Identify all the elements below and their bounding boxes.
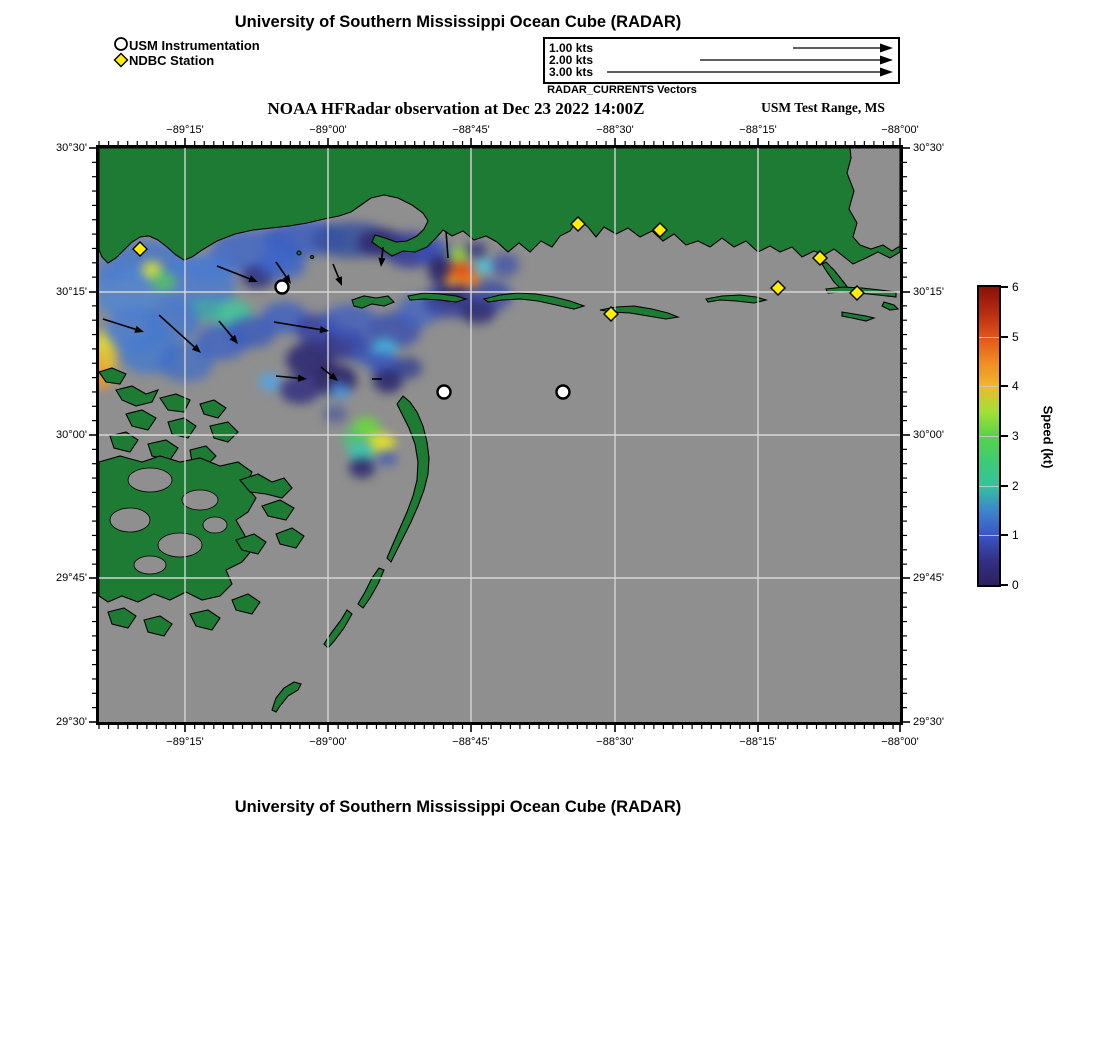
speed-blob [186,254,234,282]
footer-title: University of Southern Mississippi Ocean Cube (RADAR) [234,798,682,816]
speed-blob [349,458,375,478]
observation-subtitle: NOAA HFRadar observation at Dec 23 2022 14:00Z [267,99,645,118]
speed-blob [475,259,493,273]
vector-scale-box [543,37,900,84]
axis-tick-label: 30°30' [56,142,87,154]
axis-tick-label: −89°00' [309,736,347,748]
axis-tick-label: 30°15' [56,286,87,298]
vector-scale-row2-label: 2.00 kts [549,53,594,67]
colorbar-tick [1001,485,1008,487]
speed-blob [450,248,468,262]
colorbar-tick [1001,584,1008,586]
colorbar-tick [1001,385,1008,387]
colorbar-tick-label: 6 [1012,280,1019,294]
vector-scale-caption: RADAR_CURRENTS Vectors [547,84,697,96]
colorbar-tick [1001,435,1008,437]
axis-tick-label: 29°30' [913,716,944,728]
speed-blob [280,376,320,404]
colorbar-gridline [979,337,999,338]
colorbar-tick-label: 5 [1012,329,1019,344]
axis-tick-label: −88°00' [881,736,919,748]
axis-tick-label: −88°30' [596,124,634,136]
colorbar-axis-label: Speed (kt) [1040,405,1056,469]
legend-usm-label: USM Instrumentation [129,38,260,53]
axis-tick-label: −88°45' [452,736,490,748]
colorbar-tick [1001,336,1008,338]
speed-blob [341,430,361,446]
axis-tick-label: −88°00' [881,124,919,136]
speed-blob [323,405,347,423]
axis-tick-label: −89°15' [166,124,204,136]
test-range-label: USM Test Range, MS [761,100,885,115]
legend-ndbc-label: NDBC Station [129,53,215,68]
colorbar-tick-label: 4 [1012,379,1019,394]
axis-tick-label: −88°45' [452,124,490,136]
axis-tick-label: −88°30' [596,736,634,748]
colorbar-tick [1001,534,1008,536]
axis-tick-label: 30°00' [913,429,944,441]
axis-tick-label: 30°30' [913,142,944,154]
colorbar-gridline [979,386,999,387]
vector-scale-row3-label: 3.00 kts [549,65,594,79]
speed-blob [491,253,519,277]
axis-tick-label: 29°45' [56,572,87,584]
axis-tick-label: 29°30' [56,716,87,728]
axis-tick-label: −88°15' [739,124,777,136]
vector-scale-row1-label: 1.00 kts [549,41,594,55]
axis-tick-label: 30°00' [56,429,87,441]
axis-tick-label: −88°15' [739,736,777,748]
speed-blob [444,275,460,287]
speed-field-layer [99,148,900,722]
colorbar-gridline [979,436,999,437]
axis-tick-label: 30°15' [913,286,944,298]
speed-blob [394,357,422,379]
colorbar-gridline [979,486,999,487]
colorbar-tick-label: 3 [1012,429,1019,443]
speed-blob [460,274,480,288]
page-title: University of Southern Mississippi Ocean Cube (RADAR) [234,13,682,31]
axis-tick-label: −89°15' [166,736,204,748]
colorbar-tick [1001,286,1008,288]
axis-tick-label: −89°00' [309,124,347,136]
speed-blob [259,373,281,391]
colorbar-tick-label: 0 [1012,578,1019,592]
speed-blob [330,383,350,399]
colorbar-tick-label: 1 [1012,528,1019,543]
speed-blob [152,272,176,292]
speed-blob [465,242,487,258]
map-canvas [99,148,900,722]
speed-blob [258,248,306,280]
usm-instrumentation-legend-icon [115,38,127,50]
ndbc-station-legend-icon [115,54,128,67]
colorbar-tick-label: 2 [1012,478,1019,493]
speed-blob [377,450,397,466]
speed-blob [460,300,496,324]
axis-tick-label: 29°45' [913,572,944,584]
colorbar-gridline [979,535,999,536]
